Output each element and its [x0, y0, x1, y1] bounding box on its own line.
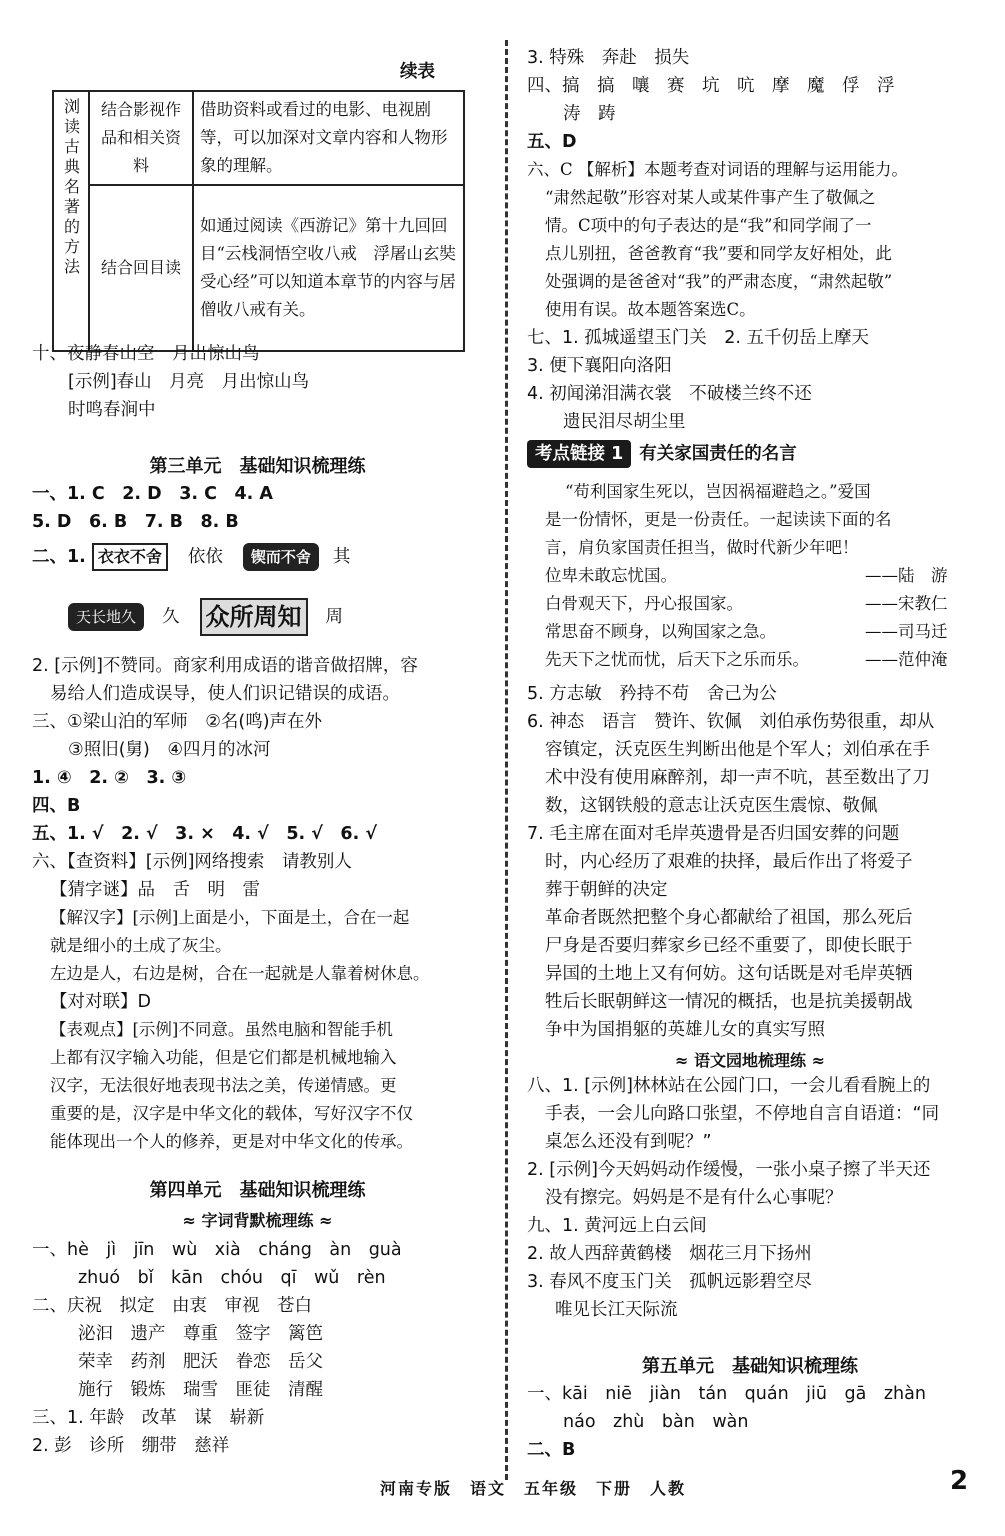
answer-line: 一、hè jì jīn wù xià cháng àn guà — [32, 1240, 402, 1260]
answer-line: 没有擦完。妈妈是不是有什么心事呢？ — [545, 1188, 843, 1208]
quote-author: ——范仲淹 — [865, 650, 948, 669]
answer-line: 七、1. 孤城遥望玉门关 2. 五千仞岳上摩天 — [527, 328, 870, 348]
answer-line: 汉字，无法很好地表现书法之美，传递情感。更 — [50, 1076, 397, 1095]
unit3-title: 第三单元 基础知识梳理练 — [149, 456, 366, 477]
answer-line: náo zhù bàn wàn — [563, 1412, 749, 1432]
answer-line: 2. 故人西辞黄鹤楼 烟花三月下扬州 — [527, 1244, 812, 1264]
answer-line: 3. 春风不度玉门关 孤帆远影碧空尽 — [527, 1272, 812, 1292]
unit4-title: 第四单元 基础知识梳理练 — [149, 1180, 366, 1201]
kaodian-tag: 考点链接 1 — [527, 440, 631, 468]
answer-line: 遗民泪尽胡尘里 — [563, 412, 686, 432]
answer-line: 二、B — [527, 1440, 576, 1460]
table-desc-2: 如通过阅读《西游记》第十九回回目“云栈洞悟空收八戒 浮屠山玄奘受心经”可以知道本章节的内容与居僧收八戒有关。 — [193, 185, 464, 351]
answer-line: 重要的是，汉字是中华文化的载体，写好汉字不仅 — [50, 1104, 413, 1123]
answer-line: 数，这钢铁般的意志让沃克医生震惊、敬佩 — [545, 796, 878, 816]
answer-line: 左边是人，右边是树，合在一起就是人靠着树休息。 — [50, 964, 430, 983]
idiom-big-box: 众所周知 — [200, 598, 308, 636]
idiom-row-2 — [62, 598, 343, 636]
answer-line: 一、1. C 2. D 3. C 4. A — [32, 484, 273, 504]
answer-line: 手表，一会儿向路口张望，不停地自言自语道：“同 — [545, 1104, 940, 1124]
table-method-2: 结合回目读 — [89, 185, 193, 351]
answer-line: 【猜字谜】品 舌 明 雷 — [50, 880, 260, 900]
answer-line: 点儿别扭，爸爸教育“我”要和同学友好相处，此 — [545, 244, 892, 263]
answer-line: 容镇定，沃克医生判断出他是个军人；刘伯承在手 — [545, 740, 930, 760]
answer-line: 五、D — [527, 132, 577, 152]
idiom-image: 天长地久 — [68, 603, 144, 631]
answer-line: 2. 彭 诊所 绷带 慈祥 — [32, 1436, 230, 1456]
quote-author: ——司马迁 — [865, 622, 948, 641]
answer-line: 易给人们造成误导，使人们识记错误的成语。 — [50, 684, 400, 704]
answer-line: 唯见长江天际流 — [555, 1300, 678, 1320]
page-number: 2 — [950, 1466, 969, 1496]
quote-line: 言，肩负家国责任担当，做时代新少年吧！ — [545, 538, 859, 557]
answer-line: 6. 神态 语言 赞许、钦佩 刘伯承伤势很重，却从 — [527, 712, 935, 732]
answer-line: 1. ④ 2. ② 3. ③ — [32, 768, 187, 788]
table-desc-1: 借助资料或看过的电影、电视剧等，可以加深对文章内容和人物形象的理解。 — [193, 91, 464, 185]
answer-line: 施行 锻炼 瑞雪 匪徒 清醒 — [78, 1380, 323, 1400]
answer-line: 六、【查资料】[示例]网络搜索 请教别人 — [32, 852, 352, 872]
table-method-1: 结合影视作品和相关资料 — [89, 91, 193, 185]
answer-line: 牲后长眠朝鲜这一情况的概括，也是抗美援朝战 — [545, 992, 913, 1012]
yuwen-subtitle: ≈ 语文园地梳理练 ≈ — [675, 1051, 825, 1070]
answer-line: 能体现出一个人的修养，更是对中华文化的传承。 — [50, 1132, 413, 1151]
answer-line: 争中为国捐躯的英雄儿女的真实写照 — [545, 1020, 825, 1040]
answer-line: 二、庆祝 拟定 由衷 审视 苍白 — [32, 1296, 312, 1316]
answer-text: 依依 — [187, 547, 223, 567]
answer-line: zhuó bǐ kān chóu qī wǔ rèn — [78, 1268, 386, 1288]
continued-label: 续表 — [400, 62, 435, 82]
answer-line: 荣幸 药剂 肥沃 眷恋 岳父 — [78, 1352, 323, 1372]
idiom-row-1 — [32, 543, 350, 571]
answer-line: 4. 初闻涕泪满衣裳 不破楼兰终不还 — [527, 384, 812, 404]
answer-line: 四、B — [32, 796, 81, 816]
answer-line: [示例]春山 月亮 月出惊山鸟 — [68, 372, 310, 392]
idiom-image: 锲而不舍 — [243, 543, 319, 571]
answer-line: 【表观点】[示例]不同意。虽然电脑和智能手机 — [50, 1020, 393, 1039]
answer-line: 就是细小的土成了灰尘。 — [50, 936, 232, 955]
answer-line: 时，内心经历了艰难的抉择，最后作出了将爱子 — [545, 852, 913, 872]
answer-line: 情。C项中的句子表达的是“我”和同学闹了一 — [545, 216, 872, 235]
answer-line: 术中没有使用麻醉剂，却一声不吭，甚至数出了刀 — [545, 768, 930, 788]
answer-line: “肃然起敬”形容对某人或某件事产生了敬佩之 — [545, 188, 876, 207]
answer-line: 3. 便下襄阳向洛阳 — [527, 356, 672, 376]
answer-line: 时鸣春涧中 — [68, 400, 156, 420]
answer-line: 【对对联】D — [50, 992, 151, 1012]
answer-label: 二、1. — [32, 547, 86, 567]
unit4-subtitle: ≈ 字词背默梳理练 ≈ — [182, 1211, 333, 1230]
table-vertical-heading: 浏读古典名著的方法 — [53, 91, 89, 351]
answer-line: 上都有汉字输入功能，但是它们都是机械地输入 — [50, 1048, 397, 1067]
answer-line: 三、1. 年龄 改革 谋 崭新 — [32, 1408, 265, 1428]
quote-author: ——宋教仁 — [865, 594, 948, 613]
unit5-title: 第五单元 基础知识梳理练 — [642, 1356, 858, 1377]
answer-line: 7. 毛主席在面对毛岸英遗骨是否归国安葬的问题 — [527, 824, 900, 844]
answer-line: 3. 特殊 奔赴 损失 — [527, 48, 690, 68]
answer-line: 八、1. [示例]林林站在公园门口，一会儿看看腕上的 — [527, 1076, 931, 1096]
column-divider — [505, 40, 508, 1480]
answer-text: 其 — [332, 547, 351, 567]
kaodian-header — [527, 440, 797, 468]
answer-line: 六、C 【解析】本题考查对词语的理解与运用能力。 — [527, 160, 908, 179]
answer-line: 2. [示例]不赞同。商家利用成语的谐音做招牌，容 — [32, 656, 418, 676]
answer-line: 异国的土地上又有何妨。这句话既是对毛岸英牺 — [545, 964, 913, 984]
answer-line: 【解汉字】[示例]上面是小，下面是土，合在一起 — [50, 908, 410, 927]
answer-line: 九、1. 黄河远上白云间 — [527, 1216, 707, 1236]
idiom-box: 衣衣不舍 — [92, 543, 168, 571]
answer-line: ③照旧(舅) ④四月的冰河 — [68, 740, 271, 760]
answer-line: 桌怎么还没有到呢？” — [545, 1132, 712, 1152]
reading-method-table — [52, 90, 465, 352]
answer-line: 十、夜静春山空 月出惊山鸟 — [32, 344, 260, 364]
answer-line: 革命者既然把整个身心都献给了祖国，那么死后 — [545, 908, 913, 928]
answer-line: 尸身是否要归葬家乡已经不重要了，即使长眠于 — [545, 936, 913, 956]
answer-text: 周 — [325, 607, 344, 627]
quote-text: 常思奋不顾身，以殉国家之急。 — [545, 622, 776, 641]
answer-line: 处强调的是爸爸对“我”的严肃态度，“肃然起敬” — [545, 272, 893, 291]
answer-line: 五、1. √ 2. √ 3. × 4. √ 5. √ 6. √ — [32, 824, 378, 844]
quote-text: 位卑未敢忘忧国。 — [545, 566, 677, 585]
quote-text: 白骨观天下，丹心报国家。 — [545, 594, 743, 613]
quote-author: ——陆 游 — [865, 566, 948, 585]
answer-line: 5. 方志敏 矜持不苟 舍己为公 — [527, 684, 777, 704]
answer-line: 葬于朝鲜的决定 — [545, 880, 668, 900]
answer-line: 三、①梁山泊的军师 ②名(鸣)声在外 — [32, 712, 323, 732]
kaodian-title: 有关家国责任的名言 — [639, 444, 797, 464]
answer-text: 久 — [162, 607, 180, 627]
answer-line: 5. D 6. B 7. B 8. B — [32, 512, 239, 532]
quote-line: 是一份情怀，更是一份责任。一起读读下面的名 — [545, 510, 892, 529]
answer-line: 一、kāi niē jiàn tán quán jiū gā zhàn — [527, 1384, 926, 1404]
quote-line: “苟利国家生死以，岂因祸福避趋之。”爱国 — [565, 482, 871, 501]
page-footer: 河南专版 语文 五年级 下册 人教 — [380, 1479, 687, 1498]
answer-line: 2. [示例]今天妈妈动作缓慢，一张小桌子擦了半天还 — [527, 1160, 931, 1180]
answer-line: 使用有误。故本题答案选C。 — [545, 300, 756, 319]
quote-text: 先天下之忧而忧，后天下之乐而乐。 — [545, 650, 809, 669]
answer-line: 四、搞 搞 嚷 赛 坑 吭 摩 魔 俘 浮 — [527, 76, 895, 96]
answer-line: 泌汩 遗产 尊重 签字 篱笆 — [78, 1324, 323, 1344]
answer-line: 涛 踌 — [563, 104, 616, 124]
